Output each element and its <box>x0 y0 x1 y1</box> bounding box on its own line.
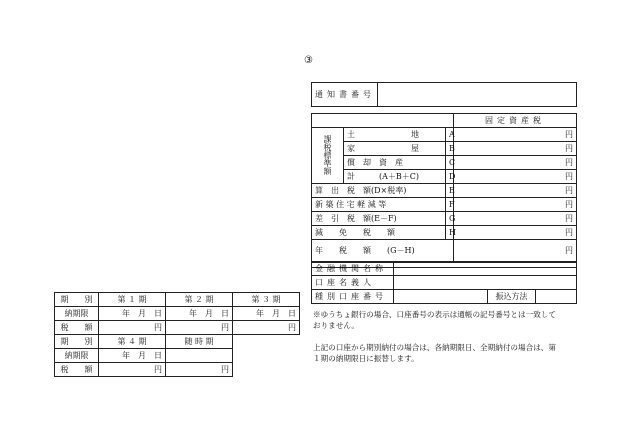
tax-row-code: C <box>446 156 454 170</box>
amount-label: 税 額 <box>55 321 99 335</box>
tax-row-unit: 円 <box>454 184 577 198</box>
tax-row-name: 土 地 <box>344 128 446 142</box>
notice-number-label: 通知書番号 <box>312 83 378 107</box>
amount-label: 税 額 <box>55 363 99 377</box>
holder-label: 口座名義人 <box>312 276 394 290</box>
account-value <box>394 290 488 304</box>
due-date-cell: 年 月 日 <box>233 307 300 321</box>
tax-row-name: 計 (A＋B＋C) <box>344 170 446 184</box>
yucho-note: ※ゆうちょ銀行の場合、口座番号の表示は通帳の記号番号とは一致して おりません。 <box>313 310 556 330</box>
tax-header: 固定資産税 <box>454 114 577 128</box>
tax-row-name: 新 築 住 宅 軽 減 等 <box>312 198 446 212</box>
notice-number-value <box>378 83 577 107</box>
amount-cell: 円 <box>166 321 233 335</box>
account-label: 種別口座番号 <box>312 290 394 304</box>
tax-row-code: B <box>446 142 454 156</box>
tax-row-unit: 円 <box>454 226 577 240</box>
due-date-cell: 年 月 日 <box>99 349 166 363</box>
transfer-note: 上記の口座から期別納付の場合は、各納期限日、全期納付の場合は、第 １期の納期限日に振替します。 <box>313 343 556 363</box>
due-date-cell: 年 月 日 <box>99 307 166 321</box>
bank-account-table <box>311 261 577 304</box>
tax-row-name: 償 却 資 産 <box>344 156 446 170</box>
period-header: 第 ３ 期 <box>233 293 300 307</box>
taxable-base-group-label: 課税標準額 <box>312 128 344 184</box>
tax-row-code: E <box>446 184 454 198</box>
tax-row-name: 算 出 税 額(D×税率) <box>312 184 446 198</box>
tax-row-code: G <box>446 212 454 226</box>
tax-row-unit: 円 <box>454 212 577 226</box>
tax-row-unit: 円 <box>454 170 577 184</box>
tax-row-code: D <box>446 170 454 184</box>
tax-row-unit: 円 <box>454 142 577 156</box>
period-label: 期 別 <box>55 335 99 349</box>
page-marker: ③ <box>304 55 313 66</box>
due-date-label: 納期限 <box>55 349 99 363</box>
amount-cell: 円 <box>99 363 166 377</box>
period-header: 第 ４ 期 <box>99 335 166 349</box>
institution-value <box>394 262 577 276</box>
due-date-cell: 年 月 日 <box>166 307 233 321</box>
tax-row-name: 差 引 税 額(E－F) <box>312 212 446 226</box>
empty-cell <box>233 335 300 349</box>
period-header: 第 １ 期 <box>99 293 166 307</box>
tax-row-code: F <box>446 198 454 212</box>
period-header: 第 ２ 期 <box>166 293 233 307</box>
empty-cell <box>233 349 300 363</box>
tax-row-name: 家 屋 <box>344 142 446 156</box>
tax-row-code: H <box>446 226 454 240</box>
tax-row-unit: 円 <box>454 198 577 212</box>
due-date-label: 納期限 <box>55 307 99 321</box>
installment-schedule-table <box>54 292 300 377</box>
institution-label: 金融機関名称 <box>312 262 394 276</box>
amount-cell: 円 <box>233 321 300 335</box>
amount-cell: 円 <box>166 363 233 377</box>
tax-row-code: A <box>446 128 454 142</box>
tax-row-unit: 円 <box>454 128 577 142</box>
period-header: 随 時 期 <box>166 335 233 349</box>
amount-cell: 円 <box>99 321 166 335</box>
holder-value <box>394 276 577 290</box>
tax-row-name: 減 免 税 額 <box>312 226 446 240</box>
empty-cell <box>233 363 300 377</box>
transfer-method-label: 振込方法 <box>488 290 536 304</box>
tax-notice-table <box>311 82 577 268</box>
period-label: 期 別 <box>55 293 99 307</box>
annual-tax-label: 年 税 額 (G－H) <box>312 240 454 263</box>
transfer-method-value <box>536 290 577 304</box>
due-date-cell-blank <box>166 349 233 363</box>
tax-row-unit: 円 <box>454 156 577 170</box>
annual-tax-unit: 円 <box>454 240 577 263</box>
tax-header-blank <box>312 114 454 128</box>
